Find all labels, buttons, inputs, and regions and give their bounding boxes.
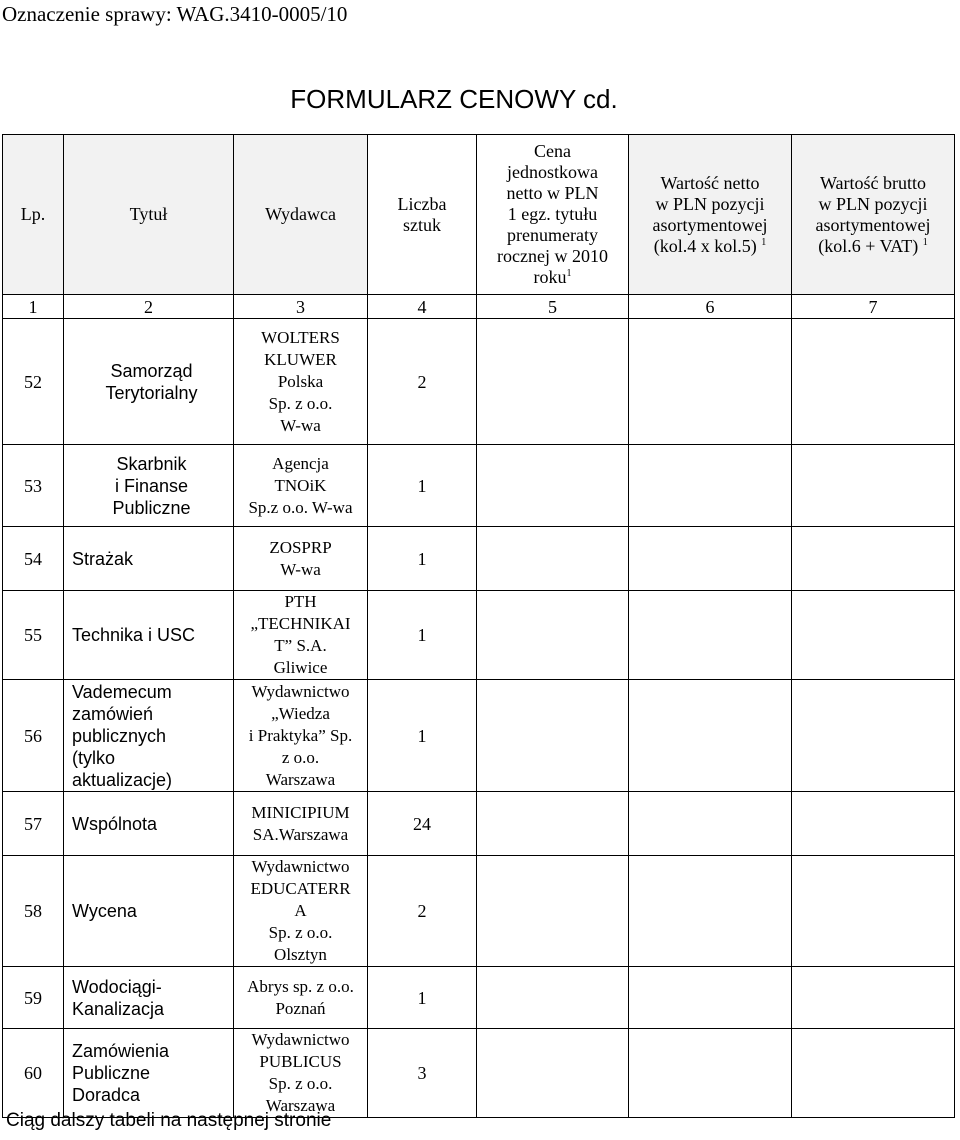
row-publisher <box>234 445 368 527</box>
table-row <box>3 967 955 1029</box>
row-brutto-cell[interactable] <box>792 591 955 680</box>
row-quantity: 1 <box>368 591 477 680</box>
row-publisher-line: Warszawa <box>265 769 336 789</box>
row-title <box>64 792 234 856</box>
row-title-line: Wodociągi- <box>72 976 162 997</box>
form-title: FORMULARZ CENOWY cd. <box>290 84 618 114</box>
row-publisher-line: WOLTERS <box>261 327 340 347</box>
row-cena-cell[interactable] <box>477 591 629 680</box>
header-unit-price-line: netto w PLN <box>506 183 599 203</box>
row-title-line: Publiczne <box>112 497 191 518</box>
header-quantity-line: Liczba <box>397 193 447 214</box>
row-publisher-line: Poznań <box>275 998 326 1018</box>
column-number: 6 <box>629 295 792 319</box>
header-net-value-line: Wartość netto <box>660 172 760 193</box>
row-publisher-line: Abrys sp. z o.o. <box>247 976 354 996</box>
row-cena-cell[interactable] <box>477 445 629 527</box>
row-quantity: 2 <box>368 856 477 967</box>
header-publisher: Wydawca <box>234 135 368 295</box>
row-publisher-line: Sp.z o.o. W-wa <box>248 497 353 517</box>
row-brutto-cell[interactable] <box>792 680 955 792</box>
footnote-mark: 1 <box>922 236 928 248</box>
row-publisher-line: MINICIPIUM <box>251 802 350 822</box>
row-cena-cell[interactable] <box>477 1029 629 1118</box>
row-brutto-cell[interactable] <box>792 445 955 527</box>
row-publisher <box>234 1029 368 1118</box>
row-publisher-line: A <box>294 901 307 920</box>
row-cena-cell[interactable] <box>477 856 629 967</box>
row-publisher <box>234 967 368 1029</box>
header-unit-price-line: jednostkowa <box>507 162 598 182</box>
row-publisher-line: Polska <box>277 371 324 391</box>
row-title-line: Samorząd <box>110 360 193 381</box>
row-title <box>64 967 234 1029</box>
row-title-line: Technika i USC <box>72 625 196 645</box>
row-quantity: 24 <box>368 792 477 856</box>
row-title <box>64 856 234 967</box>
table-row <box>3 792 955 856</box>
row-publisher <box>234 792 368 856</box>
row-brutto-cell[interactable] <box>792 527 955 591</box>
table-row <box>3 527 955 591</box>
row-number: 55 <box>3 591 64 680</box>
header-row <box>3 135 955 295</box>
header-gross-value-line: w PLN pozycji <box>818 193 928 214</box>
table-row <box>3 591 955 680</box>
row-cena-cell[interactable] <box>477 527 629 591</box>
row-title <box>64 591 234 680</box>
row-title <box>64 319 234 445</box>
row-publisher-line: „Wiedza <box>271 703 330 723</box>
row-title <box>64 1029 234 1118</box>
header-net-value <box>629 135 792 295</box>
continued-note: Ciąg dalszy tabeli na następnej stronie <box>6 1110 332 1131</box>
row-title-line: Zamówienia <box>72 1041 170 1061</box>
row-publisher-line: Sp. z o.o. <box>268 393 333 413</box>
row-title-line: publicznych <box>72 725 167 746</box>
row-publisher-line: i Praktyka” Sp. <box>248 725 353 745</box>
row-publisher <box>234 856 368 967</box>
row-title-line: Vademecum <box>72 681 172 702</box>
row-publisher-line: Olsztyn <box>274 945 327 964</box>
row-brutto-cell[interactable] <box>792 856 955 967</box>
row-netto-cell[interactable] <box>629 319 792 445</box>
row-cena-cell[interactable] <box>477 967 629 1029</box>
row-publisher-line: KLUWER <box>264 349 337 369</box>
row-netto-cell[interactable] <box>629 680 792 792</box>
row-number: 57 <box>3 792 64 856</box>
row-title-line: zamówień <box>72 703 154 724</box>
header-title: Tytuł <box>64 135 234 295</box>
header-unit-price-line: Cena <box>534 141 571 161</box>
table-row <box>3 856 955 967</box>
row-netto-cell[interactable] <box>629 445 792 527</box>
row-title-line: Skarbnik <box>116 453 187 474</box>
row-title <box>64 680 234 792</box>
row-publisher-line: PUBLICUS <box>259 1052 342 1071</box>
row-publisher-line: W-wa <box>280 415 321 435</box>
row-publisher-line: Wydawnictwo <box>251 1030 350 1049</box>
header-net-value-line: asortymentowej <box>652 214 768 235</box>
header-net-value-formula: (kol.4 x kol.5) <box>653 235 757 256</box>
row-title-line: Kanalizacja <box>72 998 165 1019</box>
row-publisher-line: ZOSPRP <box>269 537 332 557</box>
row-publisher <box>234 680 368 792</box>
row-number: 59 <box>3 967 64 1029</box>
header-lp: Lp. <box>3 135 64 295</box>
row-title-line: Doradca <box>72 1085 141 1105</box>
row-netto-cell[interactable] <box>629 527 792 591</box>
row-number: 54 <box>3 527 64 591</box>
row-brutto-cell[interactable] <box>792 792 955 856</box>
data-rows <box>3 319 955 1118</box>
header-unit-price-line: rocznej w 2010 <box>497 246 608 266</box>
row-publisher-line: Agencja <box>272 453 329 473</box>
row-netto-cell[interactable] <box>629 1029 792 1118</box>
header-gross-value <box>792 135 955 295</box>
row-netto-cell[interactable] <box>629 856 792 967</box>
row-publisher-line: Warszawa <box>265 1096 336 1115</box>
header-gross-value-formula: (kol.6 + VAT) <box>818 235 919 256</box>
row-publisher-line: W-wa <box>280 559 321 579</box>
row-brutto-cell[interactable] <box>792 319 955 445</box>
row-number: 52 <box>3 319 64 445</box>
header-unit-price-line: prenumeraty <box>507 225 598 245</box>
column-number: 7 <box>792 295 955 319</box>
row-publisher-line: Wydawnictwo <box>251 857 350 876</box>
column-number: 2 <box>64 295 234 319</box>
row-publisher-line: Gliwice <box>273 658 328 677</box>
row-brutto-cell[interactable] <box>792 967 955 1029</box>
row-publisher-line: „TECHNIKAI <box>250 614 351 633</box>
row-title <box>64 527 234 591</box>
row-title-line: Strażak <box>72 548 134 569</box>
row-number: 58 <box>3 856 64 967</box>
table-row <box>3 445 955 527</box>
column-number-row <box>3 295 955 319</box>
header-quantity-line: sztuk <box>403 214 441 235</box>
row-publisher-line: Wydawnictwo <box>251 681 350 701</box>
row-number: 53 <box>3 445 64 527</box>
row-publisher <box>234 527 368 591</box>
row-quantity: 1 <box>368 527 477 591</box>
row-title-line: Wspólnota <box>72 813 158 834</box>
row-netto-cell[interactable] <box>629 967 792 1029</box>
row-publisher-line: EDUCATERR <box>250 879 351 898</box>
row-publisher-line: SA.Warszawa <box>252 824 349 844</box>
row-quantity: 1 <box>368 445 477 527</box>
row-publisher-line: z o.o. <box>281 747 320 767</box>
row-number: 56 <box>3 680 64 792</box>
header-unit-price <box>477 135 629 295</box>
row-netto-cell[interactable] <box>629 792 792 856</box>
row-title-line: aktualizacje) <box>72 769 173 790</box>
table-row <box>3 1029 955 1118</box>
table-row <box>3 319 955 445</box>
table-row <box>3 680 955 792</box>
header-gross-value-line: asortymentowej <box>815 214 931 235</box>
header-quantity <box>368 135 477 295</box>
case-reference: Oznaczenie sprawy: WAG.3410-0005/10 <box>2 2 348 26</box>
footnote-mark: 1 <box>566 268 572 279</box>
row-publisher-line: Sp. z o.o. <box>268 1074 333 1093</box>
row-publisher-line: PTH <box>284 592 317 611</box>
column-number: 3 <box>234 295 368 319</box>
row-title <box>64 445 234 527</box>
row-publisher-line: Sp. z o.o. <box>268 923 333 942</box>
header-gross-value-line <box>794 236 952 257</box>
row-cena-cell[interactable] <box>477 680 629 792</box>
row-title-line: (tylko <box>72 747 116 768</box>
row-title-line: Terytorialny <box>105 382 198 403</box>
row-title-line: Wycena <box>72 901 137 921</box>
price-table <box>2 134 955 1118</box>
header-unit-price-line: 1 egz. tytułu <box>507 204 598 224</box>
header-net-value-line: w PLN pozycji <box>655 193 765 214</box>
row-quantity: 1 <box>368 680 477 792</box>
row-cena-cell[interactable] <box>477 319 629 445</box>
row-publisher-line: TNOiK <box>274 475 327 495</box>
header-unit-price-roku: roku <box>533 267 567 287</box>
row-cena-cell[interactable] <box>477 792 629 856</box>
row-quantity: 3 <box>368 1029 477 1118</box>
row-netto-cell[interactable] <box>629 591 792 680</box>
row-number: 60 <box>3 1029 64 1118</box>
row-quantity: 2 <box>368 319 477 445</box>
header-unit-price-line <box>479 267 626 288</box>
column-number: 5 <box>477 295 629 319</box>
header-net-value-line <box>631 236 789 257</box>
row-title-line: i Finanse <box>114 475 189 496</box>
row-publisher-line: T” S.A. <box>274 636 327 655</box>
column-number: 1 <box>3 295 64 319</box>
row-title-line: Publiczne <box>72 1063 151 1083</box>
column-number: 4 <box>368 295 477 319</box>
row-publisher <box>234 319 368 445</box>
row-brutto-cell[interactable] <box>792 1029 955 1118</box>
row-publisher <box>234 591 368 680</box>
header-gross-value-line: Wartość brutto <box>819 172 927 193</box>
row-quantity: 1 <box>368 967 477 1029</box>
footnote-mark: 1 <box>761 236 767 248</box>
